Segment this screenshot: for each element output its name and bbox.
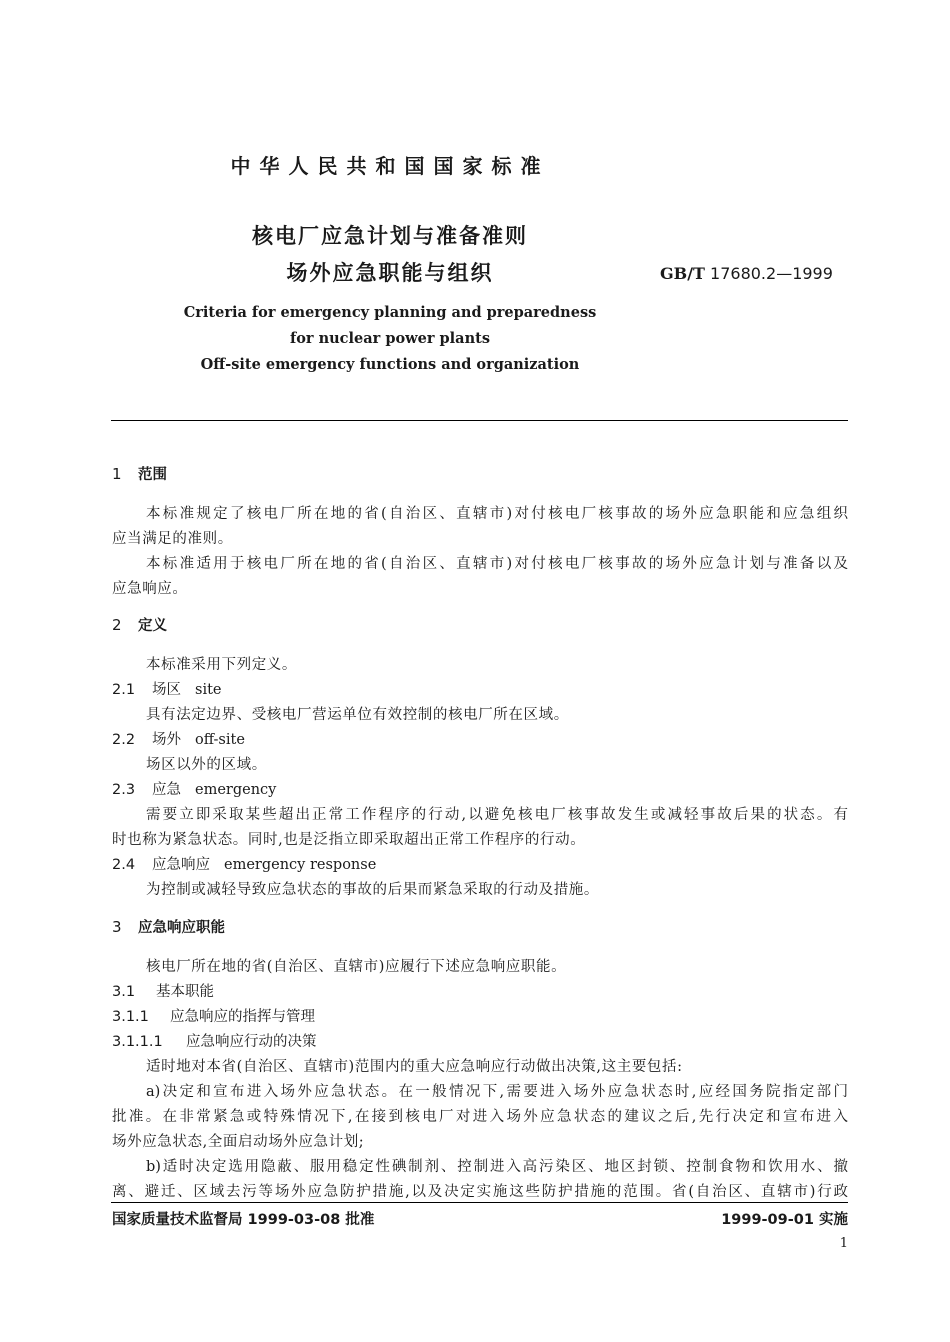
definition-2-1-text: 具有法定边界、受核电厂营运单位有效控制的核电厂所在区域。	[146, 707, 569, 723]
subsection-number: 3.1.1.1	[112, 1034, 163, 1050]
standard-code: 17680.2—1999	[710, 264, 833, 283]
implementation-statement: 1999-09-01 实施	[721, 1212, 848, 1228]
section-title: 应急响应职能	[138, 920, 225, 936]
item-b-line1: b)适时决定选用隐蔽、服用稳定性碘制剂、控制进入高污染区、地区封锁、控制食物和饮用水、撤	[146, 1159, 848, 1175]
header-divider	[111, 420, 848, 421]
approval-statement: 国家质量技术监督局 1999-03-08 批准	[112, 1212, 375, 1228]
s1-para1-line2: 应当满足的准则。	[112, 531, 233, 547]
definition-2-4-text: 为控制或减轻导致应急状态的事故的后果而紧急采取的行动及措施。	[146, 882, 599, 898]
definition-term: 场外	[152, 732, 181, 748]
item-a-line2: 批准。在非常紧急或特殊情况下,在接到核电厂对进入场外应急状态的建议之后,先行决定和宣布进入	[112, 1109, 848, 1125]
subsection-number: 3.1.1	[112, 1009, 149, 1025]
english-title-line-1: Criteria for emergency planning and preparedness	[183, 304, 597, 321]
national-standard-heading: 中华人民共和国国家标准	[230, 154, 550, 178]
subsection-3-1-1	[112, 1005, 315, 1026]
subsection-3-1	[112, 980, 214, 1001]
s1-para2-line2: 应急响应。	[112, 581, 188, 597]
definition-2-3-text-line2: 时也称为紧急状态。同时,也是泛指立即采取超出正常工作程序的行动。	[112, 832, 586, 848]
english-title-line-3: Off-site emergency functions and organization	[200, 356, 580, 373]
definition-2-3-text-line1: 需要立即采取某些超出正常工作程序的行动,以避免核电厂核事故发生或减轻事故后果的状态。有	[146, 807, 848, 823]
definition-2-2-text: 场区以外的区域。	[146, 757, 267, 773]
section-1-heading	[112, 463, 167, 484]
section-title: 定义	[138, 618, 167, 634]
section-title: 范围	[138, 467, 167, 483]
footer-divider	[111, 1202, 848, 1203]
definition-term-en: emergency response	[224, 857, 377, 873]
definition-2-4	[112, 853, 376, 874]
definition-term: 应急	[152, 782, 181, 798]
subsection-3-1-1-1	[112, 1030, 317, 1051]
page-number: 1	[839, 1236, 848, 1251]
s2-intro: 本标准采用下列定义。	[146, 657, 297, 673]
title-line-2: 场外应急职能与组织	[286, 260, 494, 285]
definition-term: 应急响应	[152, 857, 210, 873]
definition-term-en: off-site	[195, 732, 245, 748]
section-number: 1	[112, 465, 122, 483]
definition-number: 2.1	[112, 682, 136, 698]
standard-prefix: GB/T	[660, 264, 705, 283]
definition-2-3	[112, 778, 276, 799]
definition-term: 场区	[152, 682, 181, 698]
definition-2-2	[112, 728, 245, 749]
subsection-title: 应急响应的指挥与管理	[170, 1009, 315, 1025]
definition-number: 2.4	[112, 857, 136, 873]
english-title-line-2: for nuclear power plants	[290, 330, 490, 347]
definition-term-en: site	[195, 682, 222, 698]
definition-number: 2.2	[112, 732, 136, 748]
item-a-line3: 场外应急状态,全面启动场外应急计划;	[112, 1134, 365, 1150]
standard-number	[660, 264, 833, 283]
subsection-number: 3.1	[112, 984, 136, 1000]
section-2-heading	[112, 614, 167, 635]
s1-para1-line1: 本标准规定了核电厂所在地的省(自治区、直辖市)对付核电厂核事故的场外应急职能和应急组织	[146, 506, 848, 522]
definition-2-1	[112, 678, 222, 699]
definition-number: 2.3	[112, 782, 136, 798]
item-a-line1: a)决定和宣布进入场外应急状态。在一般情况下,需要进入场外应急状态时,应经国务院指定部门	[146, 1084, 848, 1100]
subsection-title: 基本职能	[156, 984, 214, 1000]
title-line-1: 核电厂应急计划与准备准则	[252, 223, 528, 248]
s1-para2-line1: 本标准适用于核电厂所在地的省(自治区、直辖市)对付核电厂核事故的场外应急计划与准备以及	[146, 556, 848, 572]
item-b-line2: 离、避迁、区域去污等场外应急防护措施,以及决定实施这些防护措施的范围。省(自治区、直辖市)行政	[112, 1184, 848, 1200]
s3-intro: 核电厂所在地的省(自治区、直辖市)应履行下述应急响应职能。	[146, 959, 567, 975]
section-number: 3	[112, 918, 122, 936]
definition-term-en: emergency	[195, 782, 277, 798]
section-3-heading	[112, 916, 225, 937]
subsection-title: 应急响应行动的决策	[186, 1034, 317, 1050]
section-number: 2	[112, 616, 122, 634]
s3111-intro: 适时地对本省(自治区、直辖市)范围内的重大应急响应行动做出决策,这主要包括:	[146, 1059, 683, 1075]
